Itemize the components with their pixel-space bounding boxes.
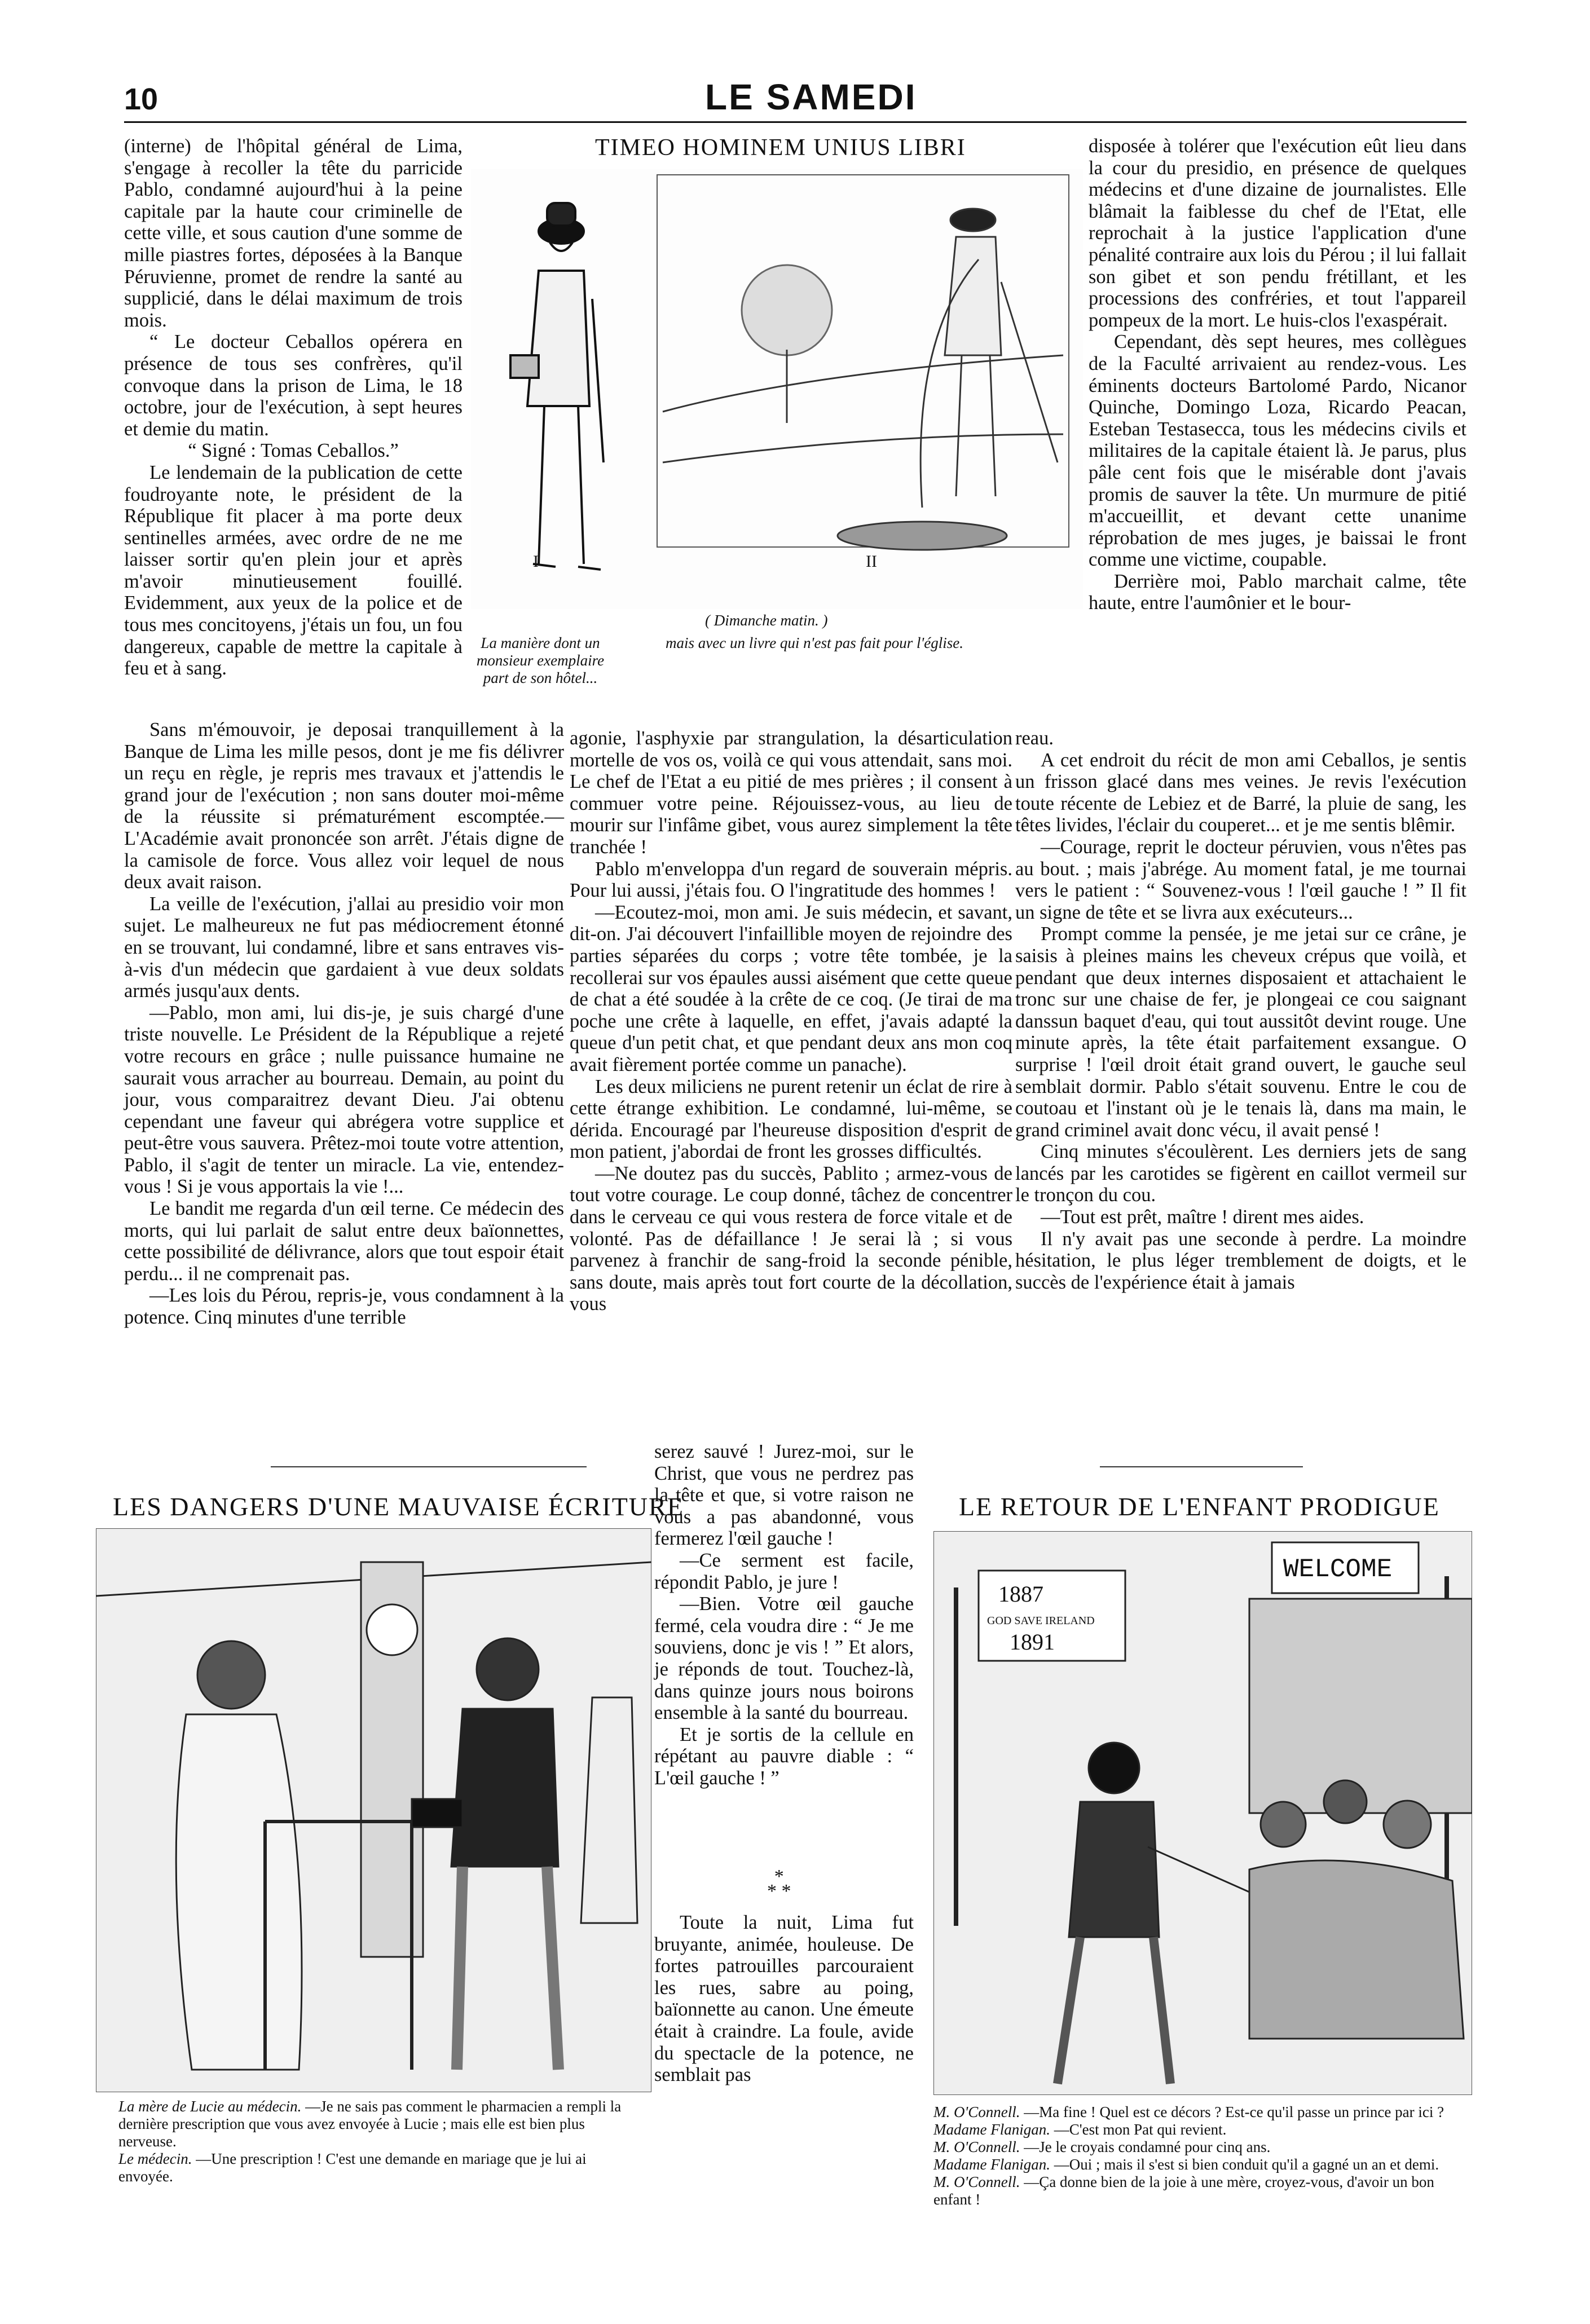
figure-title-timeo: TIMEO HOMINEM UNIUS LIBRI — [595, 135, 966, 161]
caption-speaker: Madame Flanigan. — [933, 2156, 1050, 2173]
column-2-narrow — [654, 1441, 914, 1789]
newspaper-title: LE SAMEDI — [705, 77, 917, 117]
paragraph: agonie, l'asphyxie par strangulation, la désarticulation mortelle de vos os, voilà ce qui vous attendait, sans moi. Le chef de l'Etat a eu pitié de mes prières ; il consent à commuer votre peine. Réjouissez-vous, au lieu de mourir sur l'infâme gibet, vous aurez simplement la tête tranchée ! — [570, 727, 1012, 858]
sign-1887: 1887 — [998, 1581, 1043, 1607]
column-2-bottom — [654, 1912, 914, 2086]
panel-number-2: II — [866, 552, 877, 571]
caption-text: —C'est mon Pat qui revient. — [1054, 2121, 1227, 2138]
column-1-bottom — [124, 719, 564, 1329]
paragraph: disposée à tolérer que l'exécution eût lieu dans la cour du presidio, en présence de quelques médecins et d'une dizaine de journalistes. Elle blâmait la faiblesse du chef de l'Etat, elle reprochait à la justice l'application d'une pénalité contraire aux lois du Pérou ; il lui fallait son gibet et son pendu frétillant, et les processions des confréries, et tout l'appareil pompeux de la mort. Le huis-clos l'exaspérait. — [1089, 135, 1466, 331]
caption-line — [933, 2138, 1472, 2156]
caption-line — [118, 2098, 643, 2150]
caption-speaker: Madame Flanigan. — [933, 2121, 1050, 2138]
separator-rule — [1100, 1466, 1303, 1467]
illustration-timeo — [471, 169, 1083, 609]
paragraph: Derrière moi, Pablo marchait calme, tête haute, entre l'aumônier et le bour- — [1089, 570, 1466, 614]
paragraph: Les deux miliciens ne purent retenir un éclat de rire à cette étrange exhibition. Le condamné, lui-même, se dérida. Encouragé par l'heureuse disposition d'esprit de mon patient, j'abordai de front les grosses difficultés. — [570, 1075, 1012, 1163]
section-stars: * * * — [767, 1866, 791, 1902]
column-1-top — [124, 135, 463, 680]
paragraph: —Tout est prêt, maître ! dirent mes aides. — [1041, 1206, 1364, 1228]
timeo-caption-2: mais avec un livre qui n'est pas fait pour l'église. — [666, 634, 963, 651]
paragraph: Cependant, dès sept heures, mes collègues de la Faculté arrivaient au rendez-vous. Les éminents docteurs Bartolomé Pardo, Nicanor Quinche, Domingo Loza, Ricardo Peacan, Esteban Testasecca, tous les médecins civils et militaires de la capitale étaient là. Je parus, plus pâle cent fois que le misérable dont j'avais promis de sauver la tête. Un murmure de pitié m'accueillit, et devant cette unanime réprobation de mes juges, je baissai le front comme une victime, coupable. — [1089, 331, 1466, 571]
paragraph: Et je sortis de la cellule en répétant au pauvre diable : “ L'œil gauche ! ” — [654, 1723, 914, 1789]
caption-line — [933, 2156, 1472, 2173]
figure-title-dangers: LES DANGERS D'UNE MAUVAISE ÉCRITURE — [113, 1492, 684, 1521]
paragraph: La veille de l'exécution, j'allai au presidio voir mon sujet. Le malheureux ne fut pas médiocrement étonné en se trouvant, lui condamné, libre et sans entraves vis-à-vis d'un médecin que gardaient à vue deux soldats armés jusqu'aux dents. — [124, 893, 564, 1002]
dangers-caption — [118, 2098, 643, 2185]
paragraph: A cet endroit du récit de mon ami Ceballos, je sentis un frisson glacé dans mes veines. Je revis l'exécution toute récente de Lebiez et de Barré, la pluie de sang, les têtes livides, l'éclair du couperet... et je me sentis blêmir. — [1015, 749, 1466, 836]
paragraph: reau. — [1015, 727, 1054, 749]
signature-line: “ Signé : Tomas Ceballos.” — [188, 440, 399, 462]
caption-line — [933, 2173, 1472, 2208]
retour-caption — [933, 2103, 1472, 2208]
caption-text: —Je le croyais condamné pour cinq ans. — [1024, 2138, 1271, 2155]
timeo-drawing — [471, 169, 1083, 609]
caption-text: —Je ne sais pas comment le pharmacien a rempli la dernière prescription que vous avez envoyée à Lucie ; mais elle est bien plus nerveuse. — [118, 2098, 622, 2150]
paragraph: —Ne doutez pas du succès, Pablito ; armez-vous de tout votre courage. Le coup donné, tâchez de concentrer dans le cerveau ce qui vous restera de force vitale et de volonté. Pas de défaillance ! Je serai là ; si vous parvenez à franchir de sang-froid la seconde pénible, sans doute, mais après tout fort courte de la décollation, vous — [570, 1162, 1012, 1315]
caption-speaker: M. O'Connell. — [933, 2173, 1020, 2190]
paragraph: Le lendemain de la publication de cette foudroyante note, le président de la République fit placer à ma porte deux sentinelles armées, avec ordre de ne me laisser sortir qu'en plein jour et après m'avoir minutieusement fouillé. Evidemment, aux yeux de la police et de tous mes concitoyens, j'étais un fou, un fou dangereux, capable de mettre la capitale à feu et à sang. — [124, 461, 463, 680]
page-number: 10 — [124, 82, 158, 116]
timeo-subtitle: ( Dimanche matin. ) — [705, 612, 828, 629]
column-3-bottom — [1015, 727, 1466, 1293]
caption-speaker: Le médecin. — [118, 2150, 192, 2167]
paragraph: Toute la nuit, Lima fut bruyante, animée, houleuse. De fortes patrouilles parcouraient les rues, sabre au poing, baïonnette au canon. Une émeute était à craindre. La foule, avide du spectacle de la potence, ne semblait pas — [654, 1912, 914, 2086]
paragraph: Le bandit me regarda d'un œil terne. Ce médecin des morts, qui lui parlait de salut entre deux baïonnettes, cette possibilité de délivrance, alors que tout espoir était perdu... il ne comprenait pas. — [124, 1198, 564, 1285]
retour-drawing — [933, 1531, 1472, 2095]
paragraph: Il n'y avait pas une seconde à perdre. La moindre hésitation, le plus léger tremblement de doigts, et le succès de l'expérience était à jamais — [1015, 1228, 1466, 1293]
caption-text: —Oui ; mais il s'est si bien conduit qu'il a gagné un an et demi. — [1054, 2156, 1439, 2173]
paragraph: —Courage, reprit le docteur péruvien, vous n'êtes pas au bout. ; mais j'abrége. Au moment fatal, je me tournai vers le patient : “ Souvenez-vous ! l'œil gauche ! ” Il fit un signe de tête et se livra aux exécuteurs... — [1015, 836, 1466, 923]
paragraph: Cinq minutes s'écoulèrent. Les derniers jets de sang lancés par les carotides se figèrent en caillot vermeil sur le tronçon du cou. — [1015, 1141, 1466, 1206]
caption-line — [933, 2103, 1472, 2121]
caption-speaker: M. O'Connell. — [933, 2138, 1020, 2155]
caption-speaker: M. O'Connell. — [933, 2103, 1020, 2120]
paragraph: —Les lois du Pérou, repris-je, vous condamnent à la potence. Cinq minutes d'une terrible — [124, 1285, 564, 1329]
caption-text: —Ma fine ! Quel est ce décors ? Est-ce qu'il passe un prince par ici ? — [1024, 2103, 1444, 2120]
caption-text: —Ça donne bien de la joie à une mère, croyez-vous, d'avoir un bon enfant ! — [933, 2173, 1434, 2208]
caption-speaker: La mère de Lucie au médecin. — [118, 2098, 302, 2115]
paragraph: —Pablo, mon ami, lui dis-je, je suis chargé d'une triste nouvelle. Le Président de la République a rejeté votre recours en grâce ; nulle puissance humaine ne saurait vous arracher au bourreau. Demain, au point du jour, vous comparaitrez devant Dieu. J'ai obtenu cependant une faveur qui abrégera votre supplice et peut-être vous sauvera. Prêtez-moi toute votre attention, Pablo, il s'agit de tenter un miracle. La vie, entendez-vous ! Si je vous apportais la vie !... — [124, 1002, 564, 1198]
panel-number-1: I — [533, 552, 539, 571]
paragraph: Sans m'émouvoir, je deposai tranquillement à la Banque de Lima les mille pesos, dont je me fis délivrer un reçu en règle, je repris mes travaux et j'attendis le grand jour de l'exécution ; non sans douter moi-même de la réussite si prématurément escomptée.—L'Académie avait prononcée son arrêt. J'étais digne de la camisole de force. Vous allez voir lequel de nous deux avait raison. — [124, 719, 564, 893]
column-3-top — [1089, 135, 1466, 614]
figure-title-retour: LE RETOUR DE L'ENFANT PRODIGUE — [959, 1492, 1440, 1521]
separator-rule — [271, 1466, 587, 1467]
welcome-sign: WELCOME — [1283, 1555, 1393, 1584]
sign-god-save: GOD SAVE IRELAND — [987, 1615, 1095, 1627]
caption-line — [118, 2150, 643, 2185]
dangers-drawing — [96, 1528, 651, 2092]
column-2 — [570, 727, 1012, 1315]
illustration-dangers — [96, 1528, 651, 2092]
paragraph: —Bien. Votre œil gauche fermé, cela voudra dire : “ Je me souviens, donc je vis ! ” Et alors, je réponds de tout. Touchez-là, dans quinze jours nous boirons ensemble à la santé du bourreau. — [654, 1593, 914, 1724]
illustration-retour — [933, 1531, 1472, 2095]
paragraph: Prompt comme la pensée, je me jetai sur ce crâne, je saisis à pleines mains les cheveux crépus que voilà, et pendant que deux internes disposaient et attachaient le tronc sur une chaise de fer, je plongeai ce cou saignant danssun baquet d'eau, qui tout aussitôt devint rouge. Une minute après, la tête était parfaitement exsangue. O surprise ! l'œil droit était grand ouvert, le gauche seul semblait dormir. Pablo s'était souvenu. Entre le cou de coutoau et l'instant où je le tenais là, dans ma main, le grand criminel avait donc vécu, il avait pensé ! — [1015, 923, 1466, 1141]
caption-text: —Une prescription ! C'est une demande en mariage que je lui ai envoyée. — [118, 2150, 587, 2185]
sign-1891: 1891 — [1010, 1629, 1055, 1655]
caption-line — [933, 2121, 1472, 2138]
paragraph: Pablo m'enveloppa d'un regard de souverain mépris. Pour lui aussi, j'étais fou. O l'ingratitude des hommes ! — [570, 858, 1012, 902]
paragraph: —Ce serment est facile, répondit Pablo, je jure ! — [654, 1549, 914, 1593]
paragraph: —Ecoutez-moi, mon ami. Je suis médecin, et savant, dit-on. J'ai découvert l'infaillible moyen de rejoindre des parties séparées du corps ; votre tête tombée, je la recollerai sur vos épaules aussi aisément que cette queue de chat a été soudée à la crête de ce coq. (Je tirai de ma poche une crête à laquelle, en effet, j'avais adapté la queue d'un petit chat, et que pendant deux ans mon coq avait fièrement portée comme un panache). — [570, 901, 1012, 1075]
header-rule — [124, 121, 1466, 123]
timeo-caption-1: La manière dont un monsieur exemplaire part de son hôtel... — [476, 634, 605, 686]
paragraph: serez sauvé ! Jurez-moi, sur le Christ, que vous ne perdrez pas la tête et que, si votre raison ne vous a pas abandonné, vous fermerez l'œil gauche ! — [654, 1441, 914, 1550]
paragraph: “ Le docteur Ceballos opérera en présence de tous ses confrères, qu'il convoque dans la prison de Lima, le 18 octobre, jour de l'exécution, à sept heures et demie du matin. — [124, 331, 463, 440]
paragraph: (interne) de l'hôpital général de Lima, s'engage à recoller la tête du parricide Pablo, condamné aujourd'hui à la peine capitale par la haute cour criminelle de cette ville, et sous caution d'une somme de mille piastres fortes, déposées à la Banque Péruvienne, promet de rendre la santé au supplicié, dans le délai maximum de trois mois. — [124, 135, 463, 331]
